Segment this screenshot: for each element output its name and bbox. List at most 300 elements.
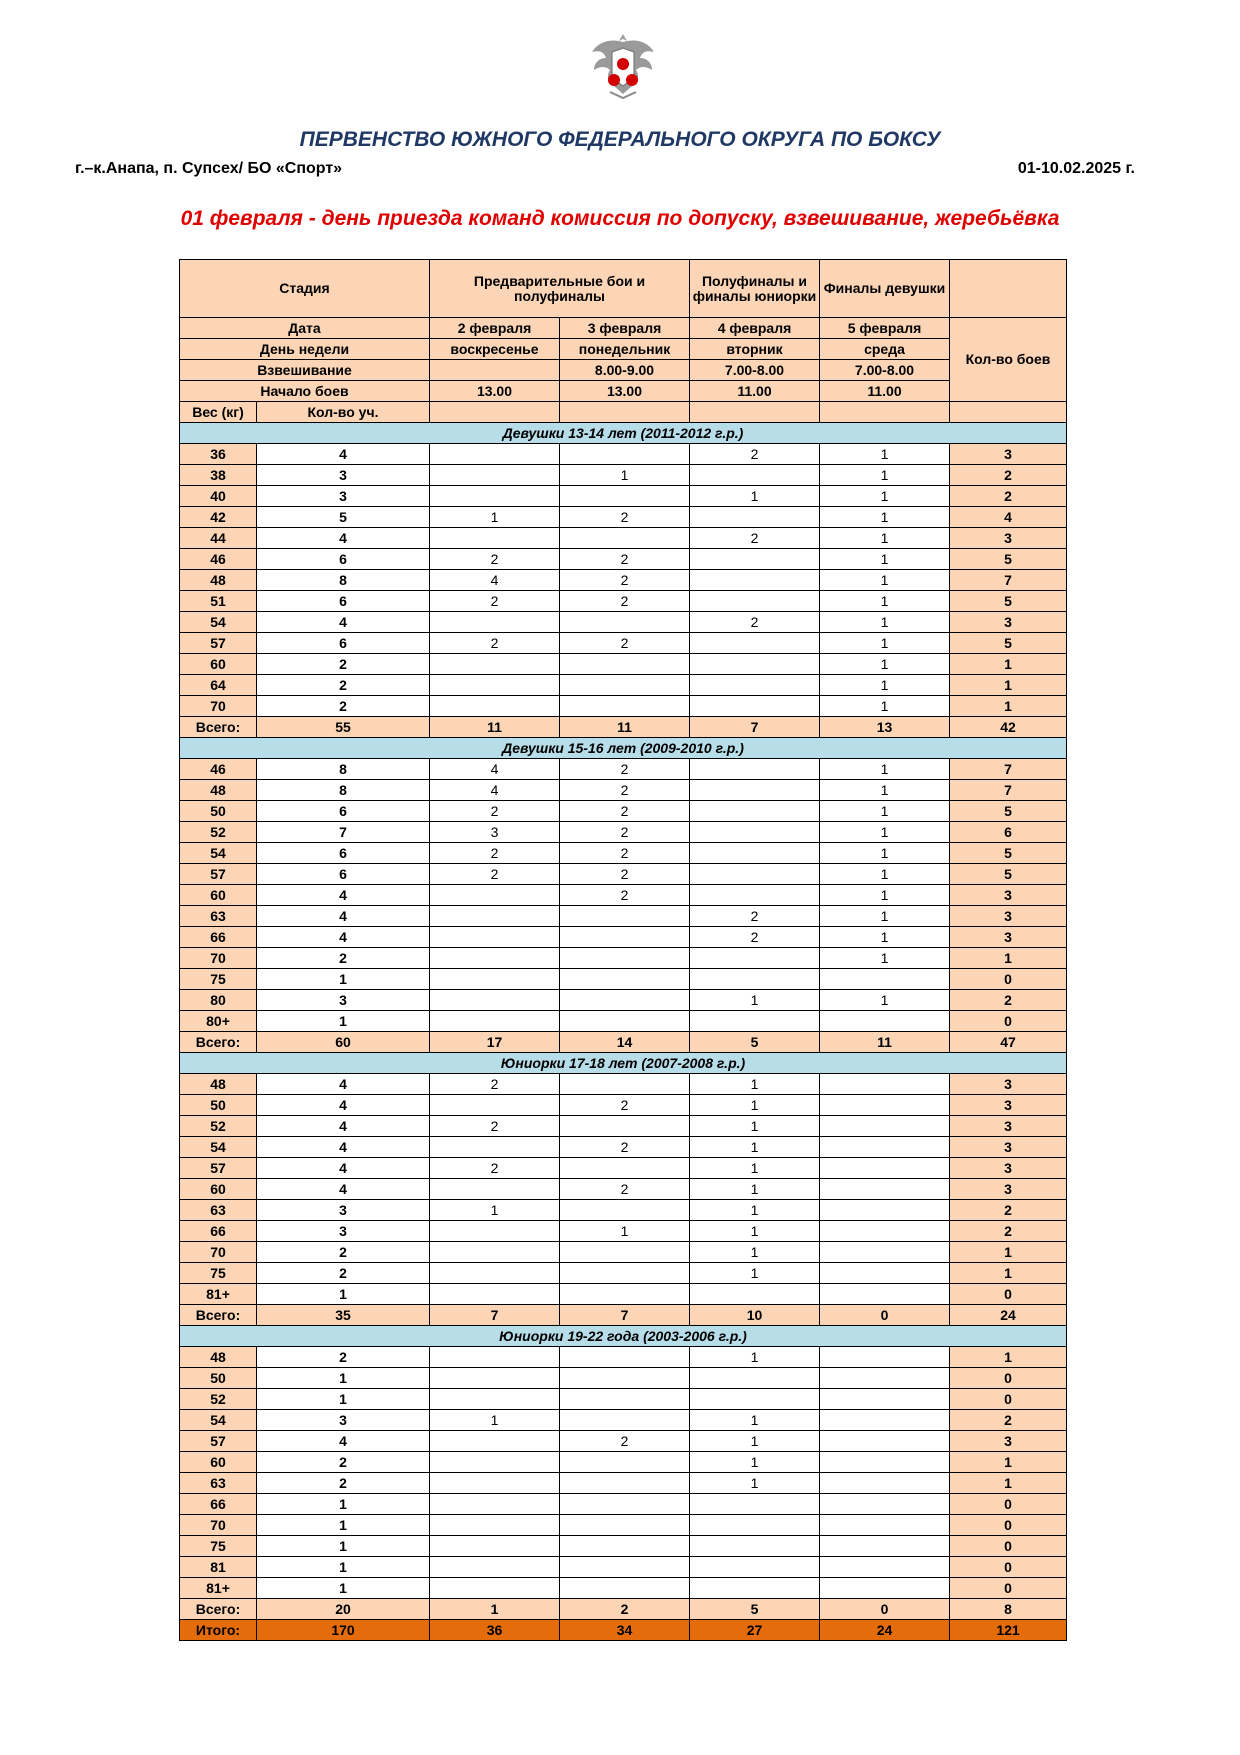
participants-cell: 2 (257, 1263, 430, 1284)
day-1-bouts-cell (430, 1578, 560, 1599)
day-4-bouts-cell (820, 1557, 950, 1578)
day-1-bouts-cell (430, 528, 560, 549)
section-total-row (180, 1032, 1067, 1053)
weight-cell: 66 (180, 927, 257, 948)
day-4-bouts-cell (820, 1137, 950, 1158)
weight-label: Вес (кг) (180, 402, 257, 423)
day-3-weigh-in: 7.00-8.00 (690, 360, 820, 381)
table-row (180, 1368, 1067, 1389)
total-bouts-cell: 3 (950, 612, 1067, 633)
day-4-bouts-cell (820, 1221, 950, 1242)
table-row (180, 1095, 1067, 1116)
day-3-bouts-cell (690, 1536, 820, 1557)
total-bouts-cell: 3 (950, 1158, 1067, 1179)
total-bouts-cell: 0 (950, 1389, 1067, 1410)
day-2-bouts-cell (560, 948, 690, 969)
day-2-start: 13.00 (560, 381, 690, 402)
day-1-date: 2 февраля (430, 318, 560, 339)
day-3-bouts-cell (690, 1578, 820, 1599)
weight-cell: 48 (180, 1347, 257, 1368)
participants-cell: 4 (257, 1179, 430, 1200)
total-bouts-cell: 3 (950, 927, 1067, 948)
section-header-row (180, 423, 1067, 444)
day-4-bouts-cell: 1 (820, 570, 950, 591)
participants-cell: 4 (257, 1158, 430, 1179)
day-3-bouts-cell (690, 507, 820, 528)
day-1-bouts-cell: 2 (430, 549, 560, 570)
weight-cell: 70 (180, 1515, 257, 1536)
table-row (180, 1578, 1067, 1599)
day-4-bouts-cell: 1 (820, 612, 950, 633)
arrival-note: 01 февраля - день приезда команд комиссия по допуску, взвешивание, жеребьёвка (180, 207, 1060, 230)
day-3-date: 4 февраля (690, 318, 820, 339)
participants-cell: 5 (257, 507, 430, 528)
total-bouts-cell: 0 (950, 1536, 1067, 1557)
day-4-bouts-cell (820, 1389, 950, 1410)
total-bouts-cell: 2 (950, 486, 1067, 507)
day-2-bouts-cell (560, 1074, 690, 1095)
participants-cell: 2 (257, 1452, 430, 1473)
day-4-bouts-cell: 1 (820, 780, 950, 801)
day-1-bouts-cell (430, 1515, 560, 1536)
weight-cell: 38 (180, 465, 257, 486)
total-bouts-cell: 5 (950, 843, 1067, 864)
total-bouts-cell: 2 (950, 465, 1067, 486)
day-2-bouts-cell (560, 1494, 690, 1515)
weight-cell: 57 (180, 1158, 257, 1179)
table-row (180, 1074, 1067, 1095)
day-4-bouts-cell: 1 (820, 675, 950, 696)
day-3-bouts-cell: 5 (690, 1032, 820, 1053)
day-1-bouts-cell (430, 885, 560, 906)
day-1-bouts-cell: 3 (430, 822, 560, 843)
day-3-bouts-cell (690, 1284, 820, 1305)
participants-cell: 1 (257, 1494, 430, 1515)
day-3-weekday: вторник (690, 339, 820, 360)
section-total-row (180, 1599, 1067, 1620)
day-2-bouts-cell (560, 906, 690, 927)
participants-cell: 55 (257, 717, 430, 738)
total-bouts-cell: 1 (950, 1452, 1067, 1473)
day-1-bouts-cell (430, 1452, 560, 1473)
day-2-bouts-cell (560, 1536, 690, 1557)
day-2-bouts-cell (560, 1473, 690, 1494)
day-3-bouts-cell (690, 633, 820, 654)
day-4-bouts-cell: 1 (820, 990, 950, 1011)
participants-cell: 3 (257, 486, 430, 507)
day-2-bouts-cell (560, 1515, 690, 1536)
day-1-bouts-cell (430, 1263, 560, 1284)
day-2-bouts-cell (560, 1389, 690, 1410)
section-header-row (180, 1053, 1067, 1074)
table-row (180, 864, 1067, 885)
day-2-bouts-cell (560, 1200, 690, 1221)
day-4-bouts-cell (820, 1158, 950, 1179)
day-1-start: 13.00 (430, 381, 560, 402)
weight-cell: 48 (180, 1074, 257, 1095)
day-3-bouts-cell (690, 1368, 820, 1389)
weight-cell: Итого: (180, 1620, 257, 1641)
table-row (180, 654, 1067, 675)
day-1-bouts-cell (430, 675, 560, 696)
day-2-bouts-cell: 2 (560, 1431, 690, 1452)
day-2-bouts-cell (560, 927, 690, 948)
table-row (180, 486, 1067, 507)
participants-cell: 2 (257, 1473, 430, 1494)
weight-cell: 60 (180, 1452, 257, 1473)
participants-cell: 3 (257, 465, 430, 486)
day-2-date: 3 февраля (560, 318, 690, 339)
day-4-bouts-cell: 1 (820, 528, 950, 549)
day-1-bouts-cell (430, 969, 560, 990)
total-bouts-cell: 8 (950, 1599, 1067, 1620)
day-2-bouts-cell: 34 (560, 1620, 690, 1641)
participants-cell: 2 (257, 1242, 430, 1263)
day-2-bouts-cell: 2 (560, 1095, 690, 1116)
day-4-bouts-cell (820, 1347, 950, 1368)
total-bouts-cell: 1 (950, 1473, 1067, 1494)
day-1-bouts-cell: 1 (430, 1599, 560, 1620)
day-4-bouts-cell (820, 1578, 950, 1599)
day-3-bouts-cell: 1 (690, 1158, 820, 1179)
header-row-start (180, 381, 1067, 402)
table-row (180, 759, 1067, 780)
stage-semis: Полуфиналы и финалы юниорки (690, 260, 820, 318)
participants-label: Кол-во уч. (257, 402, 430, 423)
day-2-weekday: понедельник (560, 339, 690, 360)
day-1-bouts-cell (430, 1011, 560, 1032)
day-4-bouts-cell: 1 (820, 465, 950, 486)
participants-cell: 35 (257, 1305, 430, 1326)
table-row (180, 675, 1067, 696)
participants-cell: 8 (257, 759, 430, 780)
participants-cell: 3 (257, 1410, 430, 1431)
participants-cell: 2 (257, 696, 430, 717)
day-2-bouts-cell (560, 612, 690, 633)
participants-cell: 6 (257, 801, 430, 822)
day-2-bouts-cell: 11 (560, 717, 690, 738)
day-3-bouts-cell (690, 465, 820, 486)
day-1-bouts-cell (430, 927, 560, 948)
day-2-bouts-cell (560, 1368, 690, 1389)
weight-cell: 75 (180, 969, 257, 990)
day-2-bouts-cell: 2 (560, 1599, 690, 1620)
day-3-bouts-cell: 1 (690, 1452, 820, 1473)
total-bouts-cell: 5 (950, 549, 1067, 570)
weight-cell: 51 (180, 591, 257, 612)
table-row (180, 906, 1067, 927)
section-header-row (180, 1326, 1067, 1347)
weight-cell: 81+ (180, 1578, 257, 1599)
grand-total-row (180, 1620, 1067, 1641)
day-3-bouts-cell (690, 675, 820, 696)
day-2-bouts-cell: 2 (560, 633, 690, 654)
total-bouts-cell: 4 (950, 507, 1067, 528)
participants-cell: 6 (257, 591, 430, 612)
day-3-bouts-cell (690, 654, 820, 675)
day-3-bouts-cell (690, 948, 820, 969)
section-title: Девушки 13-14 лет (2011-2012 г.р.) (180, 423, 1067, 444)
day-3-bouts-cell (690, 780, 820, 801)
day-1-bouts-cell: 1 (430, 507, 560, 528)
day-1-bouts-cell (430, 1494, 560, 1515)
total-bouts-cell: 5 (950, 864, 1067, 885)
participants-cell: 1 (257, 1515, 430, 1536)
day-1-bouts-cell (430, 1473, 560, 1494)
day-3-bouts-cell (690, 1389, 820, 1410)
day-1-bouts-cell (430, 1368, 560, 1389)
participants-cell: 1 (257, 1368, 430, 1389)
total-bouts-cell: 1 (950, 1242, 1067, 1263)
bouts-label: Кол-во боев (950, 318, 1067, 402)
total-bouts-cell: 3 (950, 1431, 1067, 1452)
participants-cell: 4 (257, 906, 430, 927)
total-bouts-cell: 1 (950, 948, 1067, 969)
weight-cell: 44 (180, 528, 257, 549)
header-blank-cell (560, 402, 690, 423)
total-bouts-cell: 0 (950, 1578, 1067, 1599)
total-bouts-cell: 0 (950, 969, 1067, 990)
day-3-bouts-cell (690, 885, 820, 906)
participants-cell: 6 (257, 864, 430, 885)
day-2-bouts-cell (560, 444, 690, 465)
table-row (180, 1116, 1067, 1137)
weight-cell: 50 (180, 801, 257, 822)
table-row (180, 1557, 1067, 1578)
day-3-bouts-cell: 2 (690, 906, 820, 927)
weight-cell: 60 (180, 654, 257, 675)
day-2-bouts-cell: 2 (560, 885, 690, 906)
day-1-bouts-cell: 4 (430, 759, 560, 780)
day-3-bouts-cell: 1 (690, 1095, 820, 1116)
day-2-bouts-cell (560, 1263, 690, 1284)
day-4-bouts-cell (820, 1431, 950, 1452)
weight-cell: 60 (180, 1179, 257, 1200)
section-total-row (180, 1305, 1067, 1326)
weight-cell: 63 (180, 1200, 257, 1221)
day-3-bouts-cell: 1 (690, 1137, 820, 1158)
day-1-bouts-cell (430, 465, 560, 486)
total-bouts-cell: 5 (950, 591, 1067, 612)
total-bouts-cell: 2 (950, 1410, 1067, 1431)
day-1-bouts-cell (430, 1431, 560, 1452)
day-4-bouts-cell: 1 (820, 759, 950, 780)
weight-cell: 52 (180, 1116, 257, 1137)
weight-cell: 46 (180, 759, 257, 780)
day-4-bouts-cell (820, 1011, 950, 1032)
participants-cell: 1 (257, 1011, 430, 1032)
header-row-weigh-in (180, 360, 1067, 381)
day-1-bouts-cell (430, 1179, 560, 1200)
day-1-bouts-cell (430, 1137, 560, 1158)
day-1-bouts-cell: 2 (430, 1158, 560, 1179)
day-4-bouts-cell (820, 1179, 950, 1200)
day-3-bouts-cell (690, 801, 820, 822)
table-row (180, 633, 1067, 654)
total-bouts-cell: 3 (950, 1116, 1067, 1137)
day-3-bouts-cell (690, 969, 820, 990)
day-3-bouts-cell (690, 570, 820, 591)
table-row (180, 1242, 1067, 1263)
header-blank-cell (690, 402, 820, 423)
day-3-bouts-cell: 10 (690, 1305, 820, 1326)
header-row-stage (180, 260, 1067, 318)
day-1-bouts-cell: 4 (430, 570, 560, 591)
total-bouts-cell: 3 (950, 1074, 1067, 1095)
weight-cell: 57 (180, 1431, 257, 1452)
day-2-bouts-cell (560, 1116, 690, 1137)
total-bouts-cell: 0 (950, 1284, 1067, 1305)
day-2-bouts-cell: 1 (560, 1221, 690, 1242)
weight-cell: 54 (180, 843, 257, 864)
day-3-bouts-cell: 27 (690, 1620, 820, 1641)
day-4-bouts-cell: 1 (820, 927, 950, 948)
participants-cell: 2 (257, 675, 430, 696)
total-bouts-cell: 5 (950, 633, 1067, 654)
day-1-bouts-cell: 2 (430, 591, 560, 612)
schedule-table (179, 259, 1067, 1641)
total-bouts-cell: 2 (950, 1200, 1067, 1221)
day-1-bouts-cell (430, 1095, 560, 1116)
weight-cell: 63 (180, 1473, 257, 1494)
total-bouts-cell: 42 (950, 717, 1067, 738)
day-1-bouts-cell (430, 1557, 560, 1578)
total-bouts-cell: 1 (950, 1347, 1067, 1368)
participants-cell: 2 (257, 654, 430, 675)
table-row (180, 822, 1067, 843)
participants-cell: 6 (257, 633, 430, 654)
day-4-weekday: среда (820, 339, 950, 360)
day-1-bouts-cell: 2 (430, 801, 560, 822)
table-row (180, 948, 1067, 969)
section-header-row (180, 738, 1067, 759)
day-4-bouts-cell: 1 (820, 801, 950, 822)
day-4-bouts-cell (820, 1095, 950, 1116)
day-4-bouts-cell: 11 (820, 1032, 950, 1053)
day-3-bouts-cell: 1 (690, 1179, 820, 1200)
day-1-bouts-cell (430, 486, 560, 507)
day-3-bouts-cell: 1 (690, 1200, 820, 1221)
day-2-bouts-cell (560, 1557, 690, 1578)
table-row (180, 1494, 1067, 1515)
day-3-bouts-cell: 1 (690, 1263, 820, 1284)
day-3-bouts-cell: 1 (690, 1242, 820, 1263)
participants-cell: 4 (257, 528, 430, 549)
participants-cell: 2 (257, 948, 430, 969)
day-1-bouts-cell: 1 (430, 1410, 560, 1431)
table-row (180, 612, 1067, 633)
participants-cell: 6 (257, 843, 430, 864)
stage-prelims: Предварительные бои и полуфиналы (430, 260, 690, 318)
table-row (180, 1515, 1067, 1536)
participants-cell: 4 (257, 1116, 430, 1137)
day-1-weigh-in (430, 360, 560, 381)
day-4-bouts-cell (820, 1452, 950, 1473)
total-bouts-cell: 24 (950, 1305, 1067, 1326)
total-bouts-cell: 7 (950, 570, 1067, 591)
table-row (180, 528, 1067, 549)
day-4-date: 5 февраля (820, 318, 950, 339)
participants-cell: 1 (257, 1578, 430, 1599)
emblem-icon (588, 28, 658, 102)
table-row (180, 843, 1067, 864)
participants-cell: 4 (257, 1074, 430, 1095)
day-4-bouts-cell: 1 (820, 906, 950, 927)
day-3-bouts-cell: 1 (690, 1116, 820, 1137)
total-bouts-cell: 1 (950, 696, 1067, 717)
day-4-bouts-cell: 1 (820, 822, 950, 843)
day-1-bouts-cell: 1 (430, 1200, 560, 1221)
table-row (180, 1200, 1067, 1221)
day-2-bouts-cell (560, 1284, 690, 1305)
weight-cell: 52 (180, 1389, 257, 1410)
day-3-bouts-cell (690, 591, 820, 612)
day-3-bouts-cell: 2 (690, 528, 820, 549)
day-1-bouts-cell: 11 (430, 717, 560, 738)
day-4-bouts-cell (820, 1494, 950, 1515)
participants-cell: 4 (257, 885, 430, 906)
total-bouts-cell: 5 (950, 801, 1067, 822)
day-2-bouts-cell (560, 654, 690, 675)
day-1-bouts-cell: 2 (430, 1116, 560, 1137)
day-4-bouts-cell: 0 (820, 1599, 950, 1620)
start-label: Начало боев (180, 381, 430, 402)
table-row (180, 1431, 1067, 1452)
table-row (180, 591, 1067, 612)
participants-cell: 20 (257, 1599, 430, 1620)
table-row (180, 780, 1067, 801)
day-3-bouts-cell: 1 (690, 1221, 820, 1242)
day-3-bouts-cell: 1 (690, 990, 820, 1011)
day-2-bouts-cell: 1 (560, 465, 690, 486)
table-row (180, 1452, 1067, 1473)
table-row (180, 507, 1067, 528)
weigh-in-label: Взвешивание (180, 360, 430, 381)
weight-cell: 81 (180, 1557, 257, 1578)
day-2-bouts-cell: 2 (560, 759, 690, 780)
participants-cell: 1 (257, 1557, 430, 1578)
day-1-bouts-cell: 2 (430, 843, 560, 864)
day-1-bouts-cell (430, 696, 560, 717)
day-2-weigh-in: 8.00-9.00 (560, 360, 690, 381)
day-3-bouts-cell (690, 1515, 820, 1536)
day-2-bouts-cell (560, 1410, 690, 1431)
day-4-start: 11.00 (820, 381, 950, 402)
day-1-bouts-cell (430, 612, 560, 633)
day-3-bouts-cell (690, 759, 820, 780)
day-3-bouts-cell: 1 (690, 486, 820, 507)
weight-cell: 60 (180, 885, 257, 906)
weight-cell: 50 (180, 1368, 257, 1389)
total-bouts-cell: 7 (950, 780, 1067, 801)
day-4-bouts-cell: 1 (820, 507, 950, 528)
table-row (180, 1263, 1067, 1284)
day-4-bouts-cell: 1 (820, 486, 950, 507)
day-4-bouts-cell (820, 1410, 950, 1431)
weight-cell: 42 (180, 507, 257, 528)
day-2-bouts-cell: 2 (560, 591, 690, 612)
day-4-bouts-cell (820, 1263, 950, 1284)
day-1-bouts-cell (430, 1389, 560, 1410)
header-blank-cell (820, 402, 950, 423)
day-4-bouts-cell: 1 (820, 444, 950, 465)
day-3-bouts-cell: 1 (690, 1431, 820, 1452)
day-1-bouts-cell (430, 1536, 560, 1557)
participants-cell: 4 (257, 612, 430, 633)
participants-cell: 4 (257, 927, 430, 948)
weekday-label: День недели (180, 339, 430, 360)
table-row (180, 1347, 1067, 1368)
